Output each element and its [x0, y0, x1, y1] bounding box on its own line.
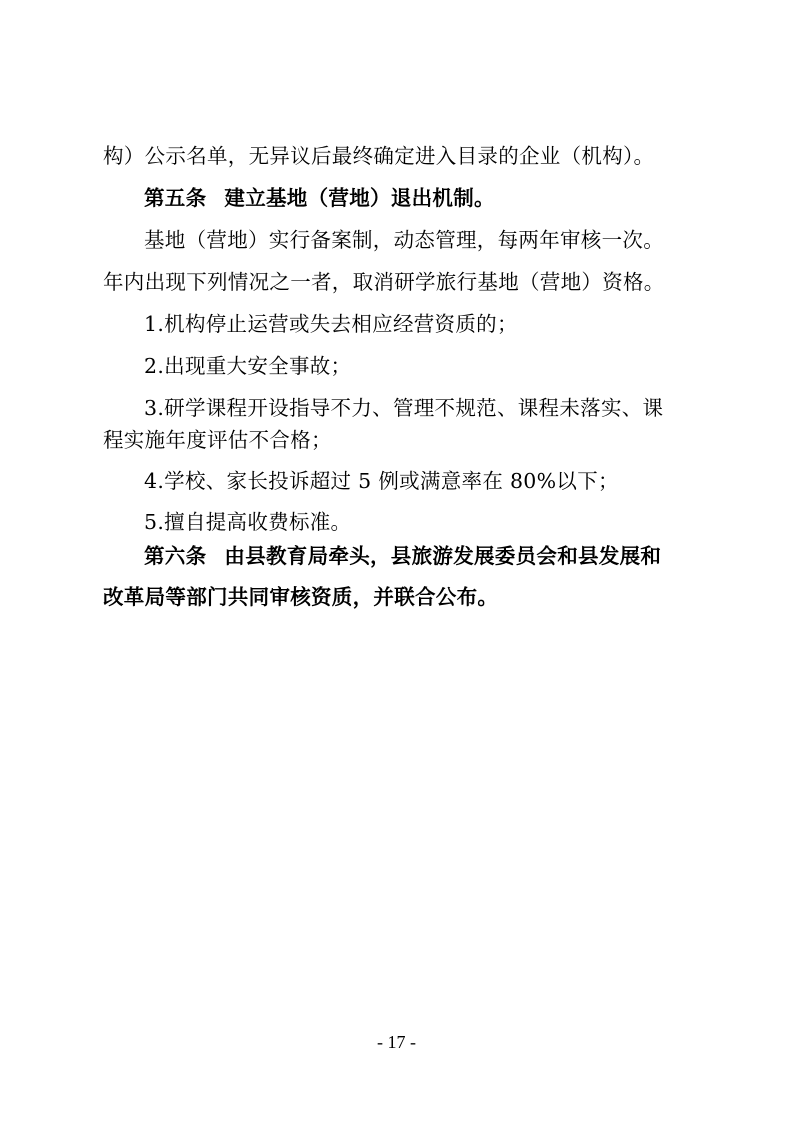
article-five-body-1: 基地（营地）实行备案制，动态管理，每两年审核一次。	[144, 228, 664, 252]
list-item-4-text: 4.学校、家长投诉超过 5 例或满意率在 80%以下；	[144, 469, 619, 493]
article-six-continued-text: 改革局等部门共同审核资质，并联合公布。	[103, 585, 499, 609]
article-five-heading	[144, 183, 693, 213]
article-five-title: 建立基地（营地）退出机制。	[224, 186, 495, 210]
list-item-3-continued	[103, 425, 693, 455]
list-item-1-text: 1.机构停止运营或失去相应经营资质的；	[144, 312, 518, 336]
article-five-number: 第五条	[144, 186, 207, 210]
text-continuation: 构）公示名单，无异议后最终确定进入目录的企业（机构）。	[103, 144, 655, 168]
article-five-body-2: 年内出现下列情况之一者，取消研学旅行基地（营地）资格。	[103, 270, 665, 294]
list-item-1	[144, 309, 693, 339]
paragraph-line-1	[103, 141, 693, 171]
list-item-3-continued-text: 程实施年度评估不合格；	[103, 428, 332, 452]
article-six-number: 第六条	[144, 544, 207, 568]
article-six-heading	[144, 541, 693, 571]
paragraph-line-4	[103, 267, 693, 297]
page-number: - 17 -	[377, 1032, 416, 1052]
list-item-2-text: 2.出现重大安全事故；	[144, 354, 352, 378]
list-item-5	[144, 507, 693, 537]
article-six-continued	[103, 582, 693, 612]
list-item-2	[144, 351, 693, 381]
list-item-5-text: 5.擅自提高收费标准。	[144, 510, 352, 534]
list-item-3	[144, 393, 693, 423]
paragraph-line-3	[144, 225, 693, 255]
list-item-3-text: 3.研学课程开设指导不力、管理不规范、课程未落实、课	[144, 396, 664, 420]
article-six-text: 由县教育局牵头，县旅游发展委员会和县发展和	[224, 544, 662, 568]
list-item-4	[144, 466, 693, 496]
